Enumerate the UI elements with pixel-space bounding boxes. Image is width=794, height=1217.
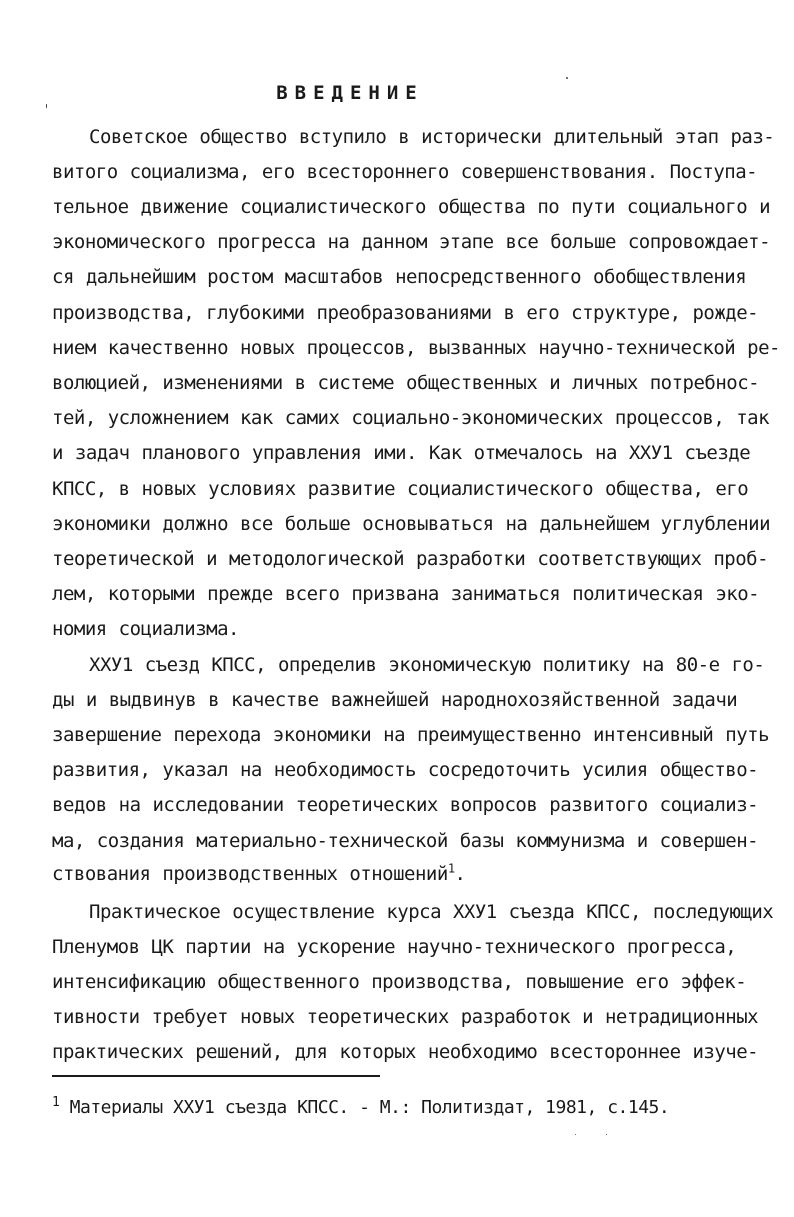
text-line: КПСС, в новых условиях развитие социалистического общества, его <box>52 478 749 500</box>
footnote-text: Материалы XXУ1 съезда КПСС. - М.: Политиздат, 1981, с.145. <box>69 1097 670 1118</box>
text-line: и задач планового управления ими. Как отмечалось на XXУ1 съезде <box>52 442 751 464</box>
scan-speck <box>606 1134 607 1135</box>
footnote-mark: 1 <box>52 1095 60 1110</box>
text-line: тивности требует новых теоретических разработок и нетрадиционных <box>52 1006 759 1028</box>
text-line: XXУ1 съезд КПСС, определив экономическую политику на 80-е го- <box>89 654 765 676</box>
text-line: волюцией, изменениями в системе общественных и личных потребнос- <box>52 372 760 394</box>
scan-speck <box>46 104 47 108</box>
footnote-reference: 1 <box>447 861 455 876</box>
scan-speck <box>575 1134 576 1135</box>
footnote-separator <box>52 1075 380 1077</box>
text-line: номия социализма. <box>52 618 239 640</box>
text-line: теоретической и методологической разработки соответствующих проб- <box>52 548 769 570</box>
text-line: развития, указал на необходимость сосредоточить усилия общество- <box>52 759 759 781</box>
text-line: интенсификацию общественного производства, повышение его эффек- <box>52 971 747 993</box>
text-line: производства, глубокими преобразованиями в его структуре, рожде- <box>52 302 759 324</box>
text-line: Практическое осуществление курса XXУ1 съезда КПСС, последующих <box>89 901 774 923</box>
scan-speck <box>566 77 568 79</box>
text-line: ма, создания материально-технической базы коммунизма и совершен- <box>52 830 759 852</box>
text-line: Пленумов ЦК партии на ускорение научно-технического прогресса, <box>52 936 737 958</box>
text-line: нием качественно новых процессов, вызванных научно-технической ре- <box>52 337 780 359</box>
text-line: ды и выдвинув в качестве важнейшей народнохозяйственной задачи <box>52 689 738 711</box>
text-line: ствования производственных отношений <box>52 863 448 885</box>
text-line-with-footnote-ref <box>52 863 466 885</box>
text-line: тельное движение социалистического общества по пути социального и <box>52 196 771 218</box>
text-line: ведов на исследовании теоретических вопросов развитого социализ- <box>52 794 759 816</box>
text-line: тей, усложнением как самих социально-экономических процессов, так <box>52 407 770 429</box>
text-line: экономического прогресса на данном этапе все больше сопровождает- <box>52 231 771 253</box>
text-line: витого социализма, его всестороннего совершенствования. Поступа- <box>52 161 758 183</box>
footnote <box>52 1097 669 1118</box>
sentence-period: . <box>454 863 466 885</box>
text-line: лем, которыми прежде всего призвана заниматься политическая эко- <box>52 583 760 605</box>
text-line: завершение перехода экономики на преимущественно интенсивный путь <box>52 724 770 746</box>
text-line: практических решений, для которых необходимо всестороннее изуче- <box>52 1041 759 1063</box>
text-line: экономики должно все больше основываться на дальнейшем углублении <box>52 513 771 535</box>
text-line: Советское общество вступило в исторически длительный этап раз- <box>89 126 775 148</box>
text-line: ся дальнейшим ростом масштабов непосредственного обобществления <box>52 266 747 288</box>
page-title: ВВЕДЕНИЕ <box>276 82 424 104</box>
